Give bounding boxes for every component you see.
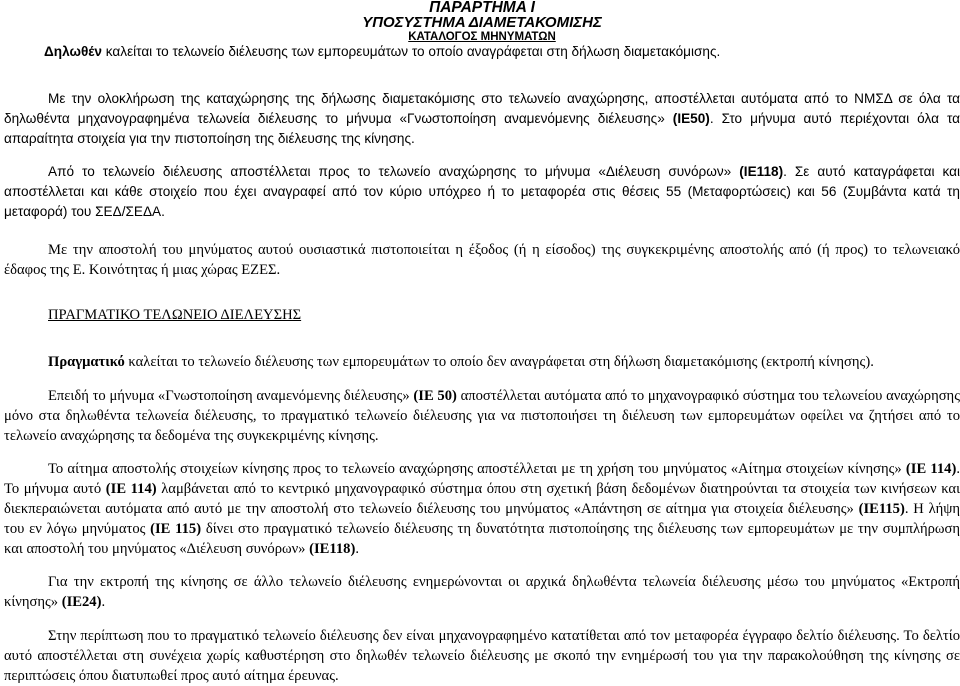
code-ie24: (IE24) xyxy=(61,594,102,610)
code-ie50: (IE50) xyxy=(672,111,710,126)
paragraph-ie50 xyxy=(4,89,960,149)
paragraph-ie50-text: Με την ολοκλήρωση της καταχώρησης της δήλωσης διαμετακόμισης στο τελωνείο αναχώρησης, αποστέλλεται αυτόματα από το ΝΜΣΔ σε όλα τα δηλωθέντα μηχανογραφημένα τελωνεία διέλευσης το μήνυμα «Γνωστοποίηση αναμενόμενης διέλευσης» xyxy=(4,91,960,126)
declared-term: Δηλωθέν xyxy=(44,44,102,59)
code-ie114-a: (IE 114) xyxy=(905,461,957,477)
message-catalog-title: ΚΑΤΑΛΟΓΟΣ ΜΗΝΥΜΑΤΩΝ xyxy=(408,31,556,43)
paragraph-ie118 xyxy=(4,162,960,222)
paragraph-ie114-a: Το αίτημα αποστολής στοιχείων κίνησης προς το τελωνείο αναχώρησης αποστέλλεται με τη χρήση του μηνύματος «Αίτημα στοιχείων κίνησης» xyxy=(48,461,906,477)
actual-term: Πραγματικό xyxy=(48,354,125,370)
paragraph-paper-transit xyxy=(4,626,960,686)
code-ie114-b: (IE 114) xyxy=(105,481,157,497)
section-heading-actual-office xyxy=(4,305,960,325)
paragraph-request-a: Επειδή το μήνυμα «Γνωστοποίηση αναμενόμενης διέλευσης» xyxy=(48,388,414,404)
paragraph-ie114-e: δίνει στο πραγματικό τελωνείο διέλευσης τη δυνατότητα πιστοποίησης της διέλευσης των εμπορευμάτων με την συμπλήρωση και αποστολή του μηνύματος «Διέλευση συνόρων» xyxy=(4,521,960,557)
paragraph-diversion-b: . xyxy=(101,594,106,610)
paragraph-ie118-b: . Σε αυτό καταγράφεται και αποστέλλεται και κάθε στοιχείο που έχει αναγραφεί από τον κύριο υπόχρεο ή το μεταφορέα στις θέσεις 55 (Μεταφορτώσεις) και 56 (Συμβάντα κατά τη μεταφορά) του ΣΕΔ/ΣΕΔΑ. xyxy=(4,164,960,219)
intro-text: καλείται το τελωνείο διέλευσης των εμπορευμάτων το οποίο αναγράφεται στη δήλωση διαμετακόμισης. xyxy=(102,44,721,59)
code-ie115-b: (IE 115) xyxy=(150,521,202,537)
paragraph-ie114-b: . Το μήνυμα αυτό xyxy=(4,461,960,497)
annex-title: ΠΑΡΑΡΤΗΜΑ Ι xyxy=(429,0,535,16)
paragraph-paper-transit-text: Στην περίπτωση που το πραγματικό τελωνείο διέλευσης δεν είναι μηχανογραφημένο κατατίθεται από τον μεταφορέα έγγραφο δελτίο διέλευσης. Το δελτίο αυτό αποστέλλεται στη συνέχεια χωρίς καθυστέρηση στο δηλωθέν τελωνείο διέλευσης με σκοπό την ενημέρωσή του για την παρακολούθηση της κίνησης σε περιπτώσεις όπου διατυπωθεί προς αυτό αίτημα έρευνας. xyxy=(4,628,960,684)
code-ie118: (IE118) xyxy=(739,164,784,179)
paragraph-diversion-a: Για την εκτροπή της κίνησης σε άλλο τελωνείο διέλευσης ενημερώνονται οι αρχικά δηλωθέντα τελωνεία διέλευσης μέσω του μηνύματος «Εκτροπή κίνησης» xyxy=(4,574,960,610)
section-heading-text: ΠΡΑΓΜΑΤΙΚΟ ΤΕΛΩΝΕΙΟ ΔΙΕΛΕΥΣΗΣ xyxy=(48,307,302,323)
paragraph-ie118-a: Από το τελωνείο διέλευσης αποστέλλεται προς το τελωνείο αναχώρησης το μήνυμα «Διέλευση συνόρων» xyxy=(48,164,740,179)
paragraph-ie114-f: . xyxy=(355,541,359,557)
paragraph-actual-definition xyxy=(4,352,960,372)
paragraph-actual-definition-text: καλείται το τελωνείο διέλευσης των εμπορευμάτων το οποίο δεν αναγράφεται στη δήλωση διαμετακόμισης (εκτροπή κίνησης). xyxy=(124,354,874,370)
paragraph-request-b: αποστέλλεται αυτόματα από το μηχανογραφικό σύστημα του τελωνείου αναχώρησης μόνο στα δηλωθέντα τελωνεία διέλευσης, το πραγματικό τελωνείο διέλευσης για να πιστοποιήσει τη διέλευση των εμπορευμάτων οφείλει να ζητήσει από το τελωνείο αναχώρησης τα δεδομένα της συγκεκριμένης κίνησης. xyxy=(4,388,960,444)
paragraph-ie114 xyxy=(4,459,960,559)
paragraph-diversion xyxy=(4,572,960,612)
code-ie118-b: (IE118) xyxy=(309,541,356,557)
code-ie-50: (IE 50) xyxy=(413,388,457,404)
paragraph-ie50-rest: . Στο μήνυμα αυτό περιέχονται όλα τα απαραίτητα στοιχεία για την πιστοποίηση της διέλευσης της κίνησης. xyxy=(4,111,960,146)
document-page xyxy=(4,0,960,686)
paragraph-ie114-c: λαμβάνεται από το κεντρικό μηχανογραφικό σύστημα όπου στη σχετική βάση δεδομένων διατηρούνται τα στοιχεία των κινήσεων και διεκπεραιώνεται αυτόματα από αυτό με την αποστολή στο τελωνείο διέλευσης του μηνύματος «Απάντηση σε αίτημα για στοιχεία διέλευσης» xyxy=(4,481,960,517)
intro-paragraph xyxy=(44,44,960,59)
code-ie115-a: (IE115) xyxy=(858,501,905,517)
subsystem-title: ΥΠΟΣΥΣΤΗΜΑ ΔΙΑΜΕΤΑΚΟΜΙΣΗΣ xyxy=(362,14,602,31)
paragraph-certification-text: Με την αποστολή του μηνύματος αυτού ουσιαστικά πιστοποιείται η έξοδος (ή η είσοδος) της συγκεκριμένης αποστολής από (ή προς) το τελωνειακό έδαφος της Ε. Κοινότητας ή μιας χώρας ΕΖΕΣ. xyxy=(4,242,960,278)
paragraph-request-data xyxy=(4,386,960,446)
paragraph-ie114-d: . Η λήψη του εν λόγω μηνύματος xyxy=(4,501,960,537)
paragraph-certification xyxy=(4,240,960,280)
